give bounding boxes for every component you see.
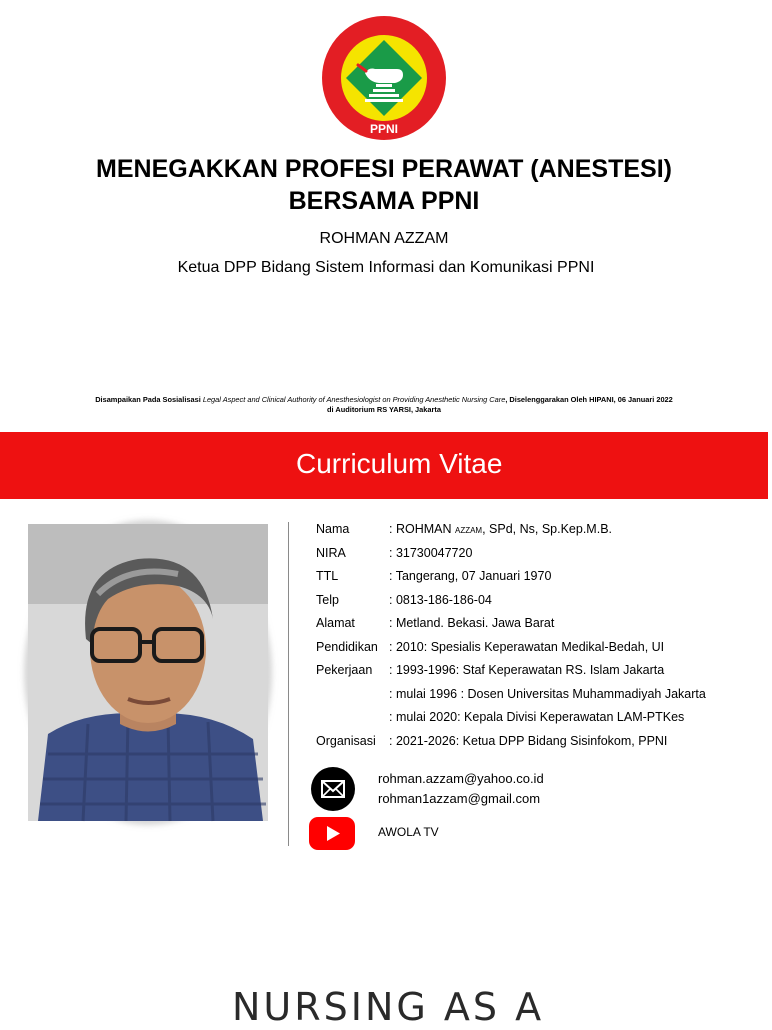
cv-title: Curriculum Vitae <box>296 448 503 479</box>
presentation-title-line2: BERSAMA PPNI <box>288 187 480 215</box>
event-note-venue: di Auditorium RS YARSI, Jakarta <box>327 405 441 414</box>
cv-slide <box>0 432 768 1029</box>
cv-value: : 2021-2026: Ketua DPP Bidang Sisinfokom, PPNI <box>389 733 668 748</box>
cv-value: : mulai 2020: Kepala Divisi Keperawatan LAM-PTKes <box>389 710 685 724</box>
title-slide <box>0 0 768 432</box>
cv-value: : 0813-186-186-04 <box>389 592 492 607</box>
presenter-name: ROHMAN AZZAM <box>319 230 449 247</box>
cv-label: Nama <box>316 522 350 536</box>
logo-ring-text: PERSATUAN PERAWAT NASIONAL INDONESIA <box>321 8 528 17</box>
next-slide-heading: NURSING AS A <box>232 985 545 1029</box>
cv-label: NIRA <box>316 545 346 560</box>
profile-photo <box>28 524 268 821</box>
cv-divider <box>288 522 289 846</box>
logo-badge-text: PPNI <box>369 122 399 136</box>
cv-label: Pendidikan <box>316 639 378 654</box>
cv-value: : 2010: Spesialis Keperawatan Medikal-Bedah, UI <box>389 639 665 654</box>
cv-value: : Tangerang, 07 Januari 1970 <box>389 569 552 583</box>
email-link-gmail[interactable]: rohman1azzam@gmail.com <box>378 791 541 806</box>
cv-label: Pekerjaan <box>316 663 373 677</box>
cv-label: Telp <box>316 592 339 607</box>
event-note-prefix: Disampaikan Pada Sosialisasi <box>95 395 203 404</box>
cv-value: : 1993-1996: Staf Keperawatan RS. Islam Jakarta <box>389 663 665 677</box>
event-note-title: Legal Aspect and Clinical Authority of Anesthesiologist on Providing Anesthetic Nursing Care <box>202 395 506 404</box>
cv-value: : mulai 1996 : Dosen Universitas Muhammadiyah Jakarta <box>389 686 706 701</box>
envelope-icon <box>311 767 355 811</box>
email-link-yahoo[interactable]: rohman.azzam@yahoo.co.id <box>378 771 544 786</box>
cv-label: Alamat <box>316 616 355 630</box>
presenter-role: Ketua DPP Bidang Sistem Informasi dan Komunikasi PPNI <box>177 259 595 276</box>
youtube-icon <box>309 817 355 850</box>
cv-value: : 31730047720 <box>389 545 473 560</box>
presentation-title-line1: MENEGAKKAN PROFESI PERAWAT (ANESTESI) <box>96 155 672 183</box>
cv-value: : Metland. Bekasi. Jawa Barat <box>389 616 555 630</box>
event-note-suffix: , Diselenggarakan Oleh HIPANI, 06 Januari 2022 <box>505 395 673 404</box>
cv-label: TTL <box>316 569 339 583</box>
cv-value: : ROHMAN AZZAM, SPd, Ns, Sp.Kep.M.B. <box>389 522 613 536</box>
cv-banner <box>0 432 768 499</box>
ppni-logo <box>321 8 528 141</box>
portrait-illustration <box>28 524 268 821</box>
event-note <box>40 395 728 415</box>
cv-label: Organisasi <box>316 733 376 748</box>
youtube-channel-link[interactable]: AWOLA TV <box>378 825 439 839</box>
